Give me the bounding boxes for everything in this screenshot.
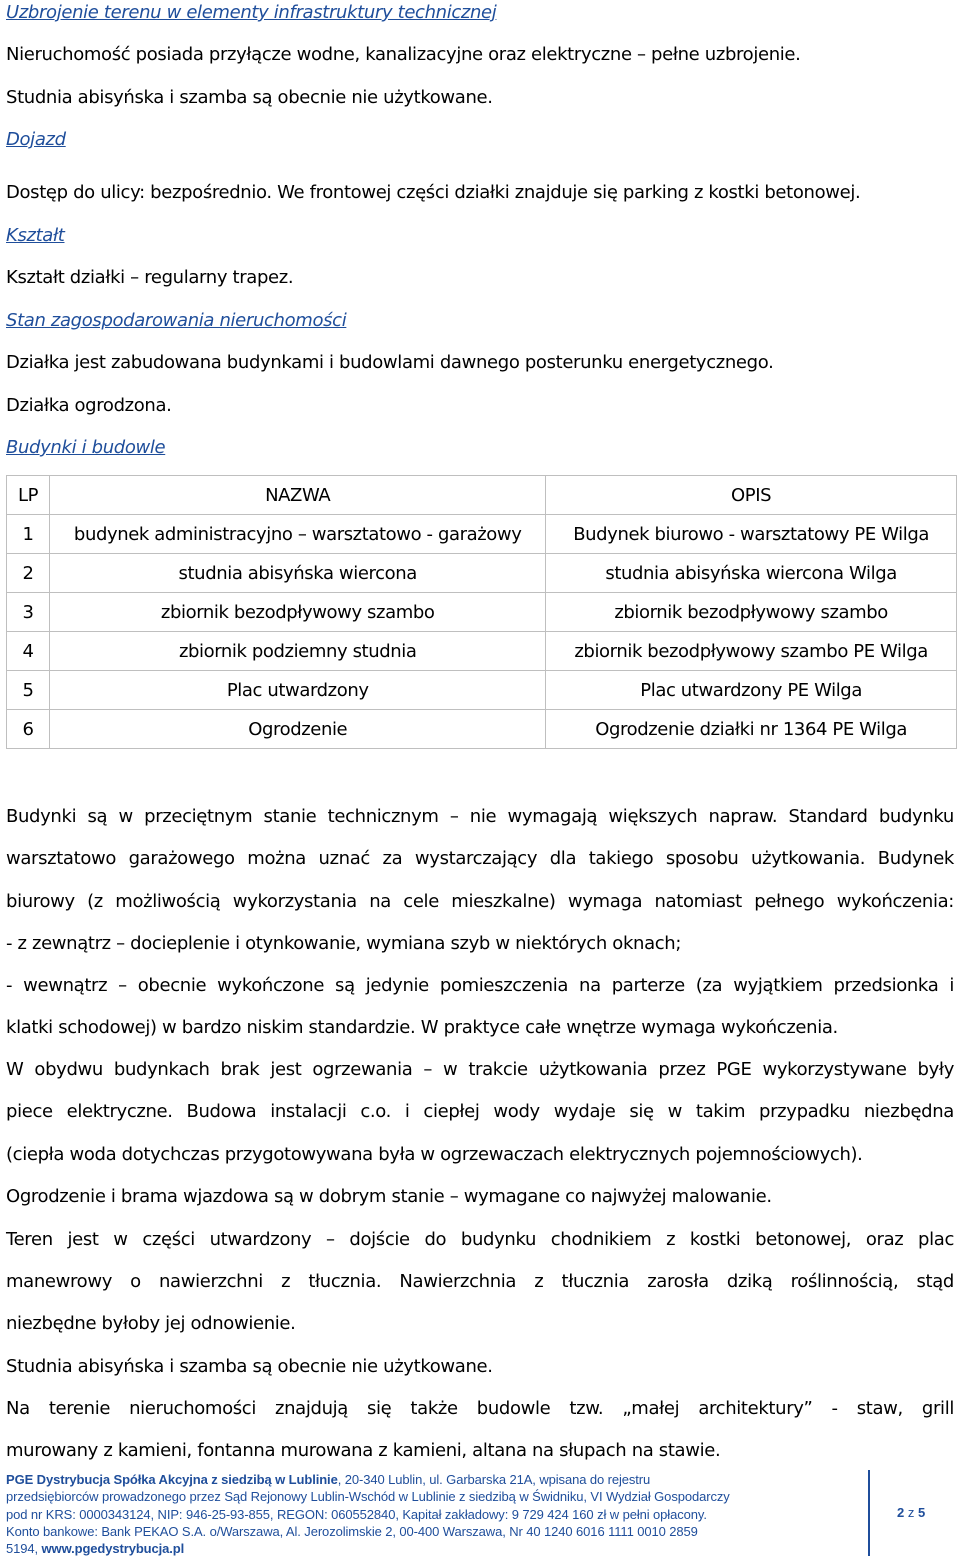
table-row: [7, 632, 957, 671]
table-row: [7, 593, 957, 632]
body-line: (ciepła woda dotychczas przygotowywana była w ogrzewaczach elektrycznych pojemnościowych).: [6, 1144, 863, 1165]
cell-name: Plac utwardzony: [50, 671, 546, 710]
footer-line-5: [6, 1540, 866, 1557]
cell-opis: Budynek biurowo - warsztatowy PE Wilga: [546, 515, 957, 554]
body-line: - wewnątrz – obecnie wykończone są jedynie pomieszczenia na parterze (za wyjątkiem przedsionka i: [6, 975, 954, 996]
table-row: [7, 671, 957, 710]
cell-name: zbiornik bezodpływowy szambo: [50, 593, 546, 632]
paragraph-stan-1: Działka jest zabudowana budynkami i budowlami dawnego posterunku energetycznego.: [6, 352, 774, 373]
website-link[interactable]: www.pgedystrybucja.pl: [41, 1541, 185, 1557]
body-line: biurowy (z możliwością wykorzystania na cele mieszkalne) wymaga natomiast pełnego wykończenia:: [6, 891, 954, 912]
body-line: Ogrodzenie i brama wjazdowa są w dobrym stanie – wymagane co najwyżej malowanie.: [6, 1186, 772, 1207]
body-line: warsztatowo garażowego można uznać za wystarczający dla takiego sposobu użytkowania. Budynek: [6, 848, 954, 869]
paragraph-uzbrojenie-1: Nieruchomość posiada przyłącze wodne, kanalizacyjne oraz elektryczne – pełne uzbrojenie.: [6, 44, 801, 65]
paragraph-stan-2: Działka ogrodzona.: [6, 395, 172, 416]
footer-line-3: pod nr KRS: 0000343124, NIP: 946-25-93-855, REGON: 060552840, Kapitał zakładowy: 9 729 424 160 zł w pełni opłacony.: [6, 1506, 707, 1522]
table-row: [7, 710, 957, 749]
cell-name: Ogrodzenie: [50, 710, 546, 749]
company-footer: [6, 1471, 866, 1557]
cell-opis: Plac utwardzony PE Wilga: [546, 671, 957, 710]
cell-lp: 1: [7, 515, 50, 554]
paragraph-ksztalt: Kształt działki – regularny trapez.: [6, 267, 294, 288]
cell-opis: studnia abisyńska wiercona Wilga: [546, 554, 957, 593]
table-header-row: [7, 476, 957, 515]
cell-lp: 4: [7, 632, 50, 671]
cell-opis: zbiornik bezodpływowy szambo: [546, 593, 957, 632]
column-header-name: NAZWA: [50, 476, 546, 515]
body-line: Studnia abisyńska i szamba są obecnie nie użytkowane.: [6, 1356, 493, 1377]
body-line: niezbędne byłoby jej odnowienie.: [6, 1313, 296, 1334]
footer-line-1: [6, 1471, 866, 1488]
cell-lp: 3: [7, 593, 50, 632]
body-line: - z zewnątrz – docieplenie i otynkowanie, wymiana szyb w niektórych oknach;: [6, 933, 682, 954]
footer-address: , 20-340 Lublin, ul. Garbarska 21A, wpisana do rejestru: [337, 1472, 651, 1487]
column-header-lp: LP: [7, 476, 50, 515]
page-total: 5: [917, 1505, 926, 1520]
heading-ksztalt: Kształt: [6, 225, 65, 246]
heading-budynki: Budynki i budowle: [6, 437, 166, 458]
body-line: W obydwu budynkach brak jest ogrzewania – w trakcie użytkowania przez PGE wykorzystywane były: [6, 1059, 954, 1080]
buildings-table: [6, 475, 957, 749]
body-line: Budynki są w przeciętnym stanie technicznym – nie wymagają większych napraw. Standard budynku: [6, 806, 954, 827]
footer-account-end: 5194,: [6, 1541, 42, 1557]
cell-opis: zbiornik bezodpływowy szambo PE Wilga: [546, 632, 957, 671]
cell-name: zbiornik podziemny studnia: [50, 632, 546, 671]
paragraph-dojazd: Dostęp do ulicy: bezpośrednio. We frontowej części działki znajduje się parking z kostki betonowej.: [6, 182, 861, 203]
body-line: piece elektryczne. Budowa instalacji c.o. i ciepłej wody wydaje się w takim przypadku niezbędna: [6, 1101, 954, 1122]
page-number: [897, 1505, 947, 1520]
cell-lp: 5: [7, 671, 50, 710]
heading-stan: Stan zagospodarowania nieruchomości: [6, 310, 347, 331]
cell-lp: 2: [7, 554, 50, 593]
page-of: z: [904, 1505, 918, 1520]
page-current: 2: [897, 1505, 905, 1520]
table-row: [7, 515, 957, 554]
cell-opis: Ogrodzenie działki nr 1364 PE Wilga: [546, 710, 957, 749]
cell-name: studnia abisyńska wiercona: [50, 554, 546, 593]
cell-name: budynek administracyjno – warsztatowo - garażowy: [50, 515, 546, 554]
heading-uzbrojenie: Uzbrojenie terenu w elementy infrastruktury technicznej: [6, 2, 497, 23]
body-line: murowany z kamieni, fontanna murowana z kamieni, altana na słupach na stawie.: [6, 1440, 721, 1461]
table-row: [7, 554, 957, 593]
body-line: Na terenie nieruchomości znajdują się także budowle tzw. „małej architektury” - staw, grill: [6, 1398, 954, 1419]
paragraph-uzbrojenie-2: Studnia abisyńska i szamba są obecnie nie użytkowane.: [6, 87, 493, 108]
body-line: klatki schodowej) w bardzo niskim standardzie. W praktyce całe wnętrze wymaga wykończenia.: [6, 1017, 838, 1038]
heading-dojazd: Dojazd: [6, 129, 66, 150]
cell-lp: 6: [7, 710, 50, 749]
body-line: manewrowy o nawierzchni z tłucznia. Nawierzchnia z tłucznia zarosła dziką roślinnością, stąd: [6, 1271, 954, 1292]
footer-line-2: przedsiębiorców prowadzonego przez Sąd Rejonowy Lublin-Wschód w Lublinie z siedzibą w Świdniku, VI Wydział Gospodarczy: [6, 1489, 730, 1505]
column-header-opis: OPIS: [546, 476, 957, 515]
company-name: PGE Dystrybucja Spółka Akcyjna z siedzibą w Lublinie: [6, 1472, 338, 1487]
footer-line-4: Konto bankowe: Bank PEKAO S.A. o/Warszawa, Al. Jerozolimskie 2, 00-400 Warszawa, Nr 40 1240 6016 1111 0010 2859: [6, 1523, 698, 1539]
body-line: Teren jest w części utwardzony – dojście do budynku chodnikiem z kostki betonowej, oraz plac: [6, 1229, 954, 1250]
footer-divider: [868, 1470, 870, 1556]
